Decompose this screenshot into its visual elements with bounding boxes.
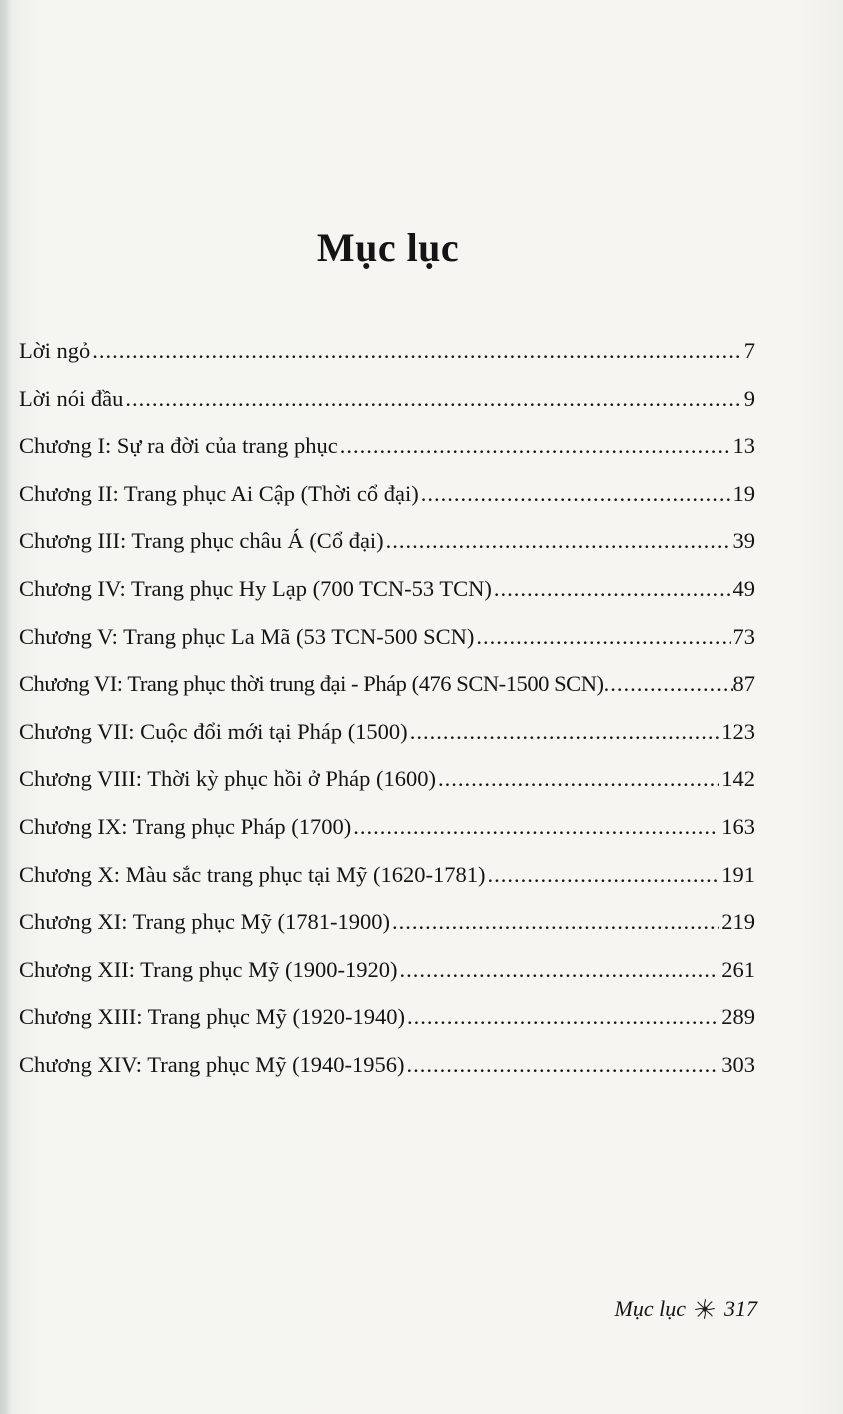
toc-entry-page: 49 <box>732 575 755 601</box>
toc-entry-page: 7 <box>743 338 755 363</box>
toc-entry-label: Chương X: Màu sắc trang phục tại Mỹ (1620-1781) <box>19 861 486 887</box>
toc-entry-label: Chương III: Trang phục châu Á (Cổ đại) <box>19 528 384 554</box>
toc-entry-page: 19 <box>732 480 755 506</box>
toc-entry-page: 39 <box>732 528 755 554</box>
toc-entry-label: Chương XIV: Trang phục Mỹ (1940-1956) <box>19 1051 405 1077</box>
toc-entry[interactable] <box>19 766 755 814</box>
dot-leader <box>353 814 719 840</box>
toc-entry-label: Chương XIII: Trang phục Mỹ (1920-1940) <box>19 1004 405 1030</box>
dot-leader <box>410 719 720 745</box>
dot-leader <box>421 481 731 507</box>
dot-leader <box>386 528 731 554</box>
toc-entry[interactable] <box>19 957 755 1005</box>
toc-entry[interactable] <box>19 576 755 624</box>
dot-leader <box>438 766 719 792</box>
toc-entry[interactable] <box>19 1052 755 1100</box>
toc-entry-page: 163 <box>721 813 755 839</box>
table-of-contents <box>19 338 755 1100</box>
dot-leader <box>604 671 733 697</box>
toc-entry[interactable] <box>19 1004 755 1052</box>
toc-entry[interactable] <box>19 481 755 529</box>
dot-leader <box>399 957 719 983</box>
toc-entry-page: 289 <box>721 1004 755 1030</box>
toc-entry-label: Chương VI: Trang phục thời trung đại - Pháp (476 SCN-1500 SCN) <box>19 671 604 697</box>
page-title: Mục lục <box>316 225 460 270</box>
toc-entry[interactable] <box>19 909 755 957</box>
toc-entry-label: Chương VII: Cuộc đổi mới tại Pháp (1500) <box>19 718 408 744</box>
toc-entry-label: Lời nói đầu <box>19 385 124 411</box>
toc-entry[interactable] <box>19 338 755 386</box>
toc-entry-label: Chương II: Trang phục Ai Cập (Thời cổ đại) <box>19 480 419 506</box>
toc-entry[interactable] <box>19 814 755 862</box>
toc-entry-page: 261 <box>721 956 755 982</box>
dot-leader <box>407 1004 719 1030</box>
toc-entry-label: Chương XII: Trang phục Mỹ (1900-1920) <box>19 956 398 982</box>
dot-leader <box>488 862 720 888</box>
dot-leader <box>494 576 731 602</box>
toc-entry-page: 219 <box>721 909 755 935</box>
footer-page-number: 317 <box>724 1296 757 1321</box>
running-footer <box>615 1296 757 1322</box>
toc-entry-label: Chương IV: Trang phục Hy Lạp (700 TCN-53 TCN) <box>19 575 492 601</box>
toc-entry[interactable] <box>19 671 755 719</box>
dot-leader <box>476 624 730 650</box>
dot-leader <box>125 386 741 412</box>
toc-entry-page: 9 <box>743 385 755 411</box>
dot-leader <box>407 1052 720 1078</box>
dot-leader <box>392 909 719 935</box>
toc-entry-label: Chương IX: Trang phục Pháp (1700) <box>19 813 352 839</box>
toc-entry-page: 303 <box>721 1051 755 1077</box>
flower-ornament-icon <box>694 1298 716 1320</box>
toc-entry-label: Chương XI: Trang phục Mỹ (1781-1900) <box>19 909 390 935</box>
toc-entry[interactable] <box>19 386 755 434</box>
toc-entry-label: Chương VIII: Thời kỳ phục hồi ở Pháp (1600) <box>19 766 437 792</box>
toc-entry[interactable] <box>19 624 755 672</box>
toc-entry-page: 142 <box>721 766 755 792</box>
toc-entry[interactable] <box>19 719 755 767</box>
toc-entry-label: Chương I: Sự ra đời của trang phục <box>19 433 338 459</box>
toc-entry-page: 13 <box>732 433 755 459</box>
dot-leader <box>92 338 741 364</box>
toc-entry[interactable] <box>19 433 755 481</box>
toc-entry-label: Chương V: Trang phục La Mã (53 TCN-500 SCN) <box>19 623 475 649</box>
toc-entry-page: 191 <box>721 861 755 887</box>
dot-leader <box>340 433 731 459</box>
toc-entry-page: 87 <box>732 671 755 697</box>
toc-entry[interactable] <box>19 528 755 576</box>
footer-section-title: Mục lục <box>614 1296 686 1321</box>
toc-entry[interactable] <box>19 862 755 910</box>
toc-entry-label: Lời ngỏ <box>19 338 91 363</box>
toc-entry-page: 123 <box>721 718 755 744</box>
toc-entry-page: 73 <box>732 623 755 649</box>
spine-shadow <box>0 0 12 1414</box>
